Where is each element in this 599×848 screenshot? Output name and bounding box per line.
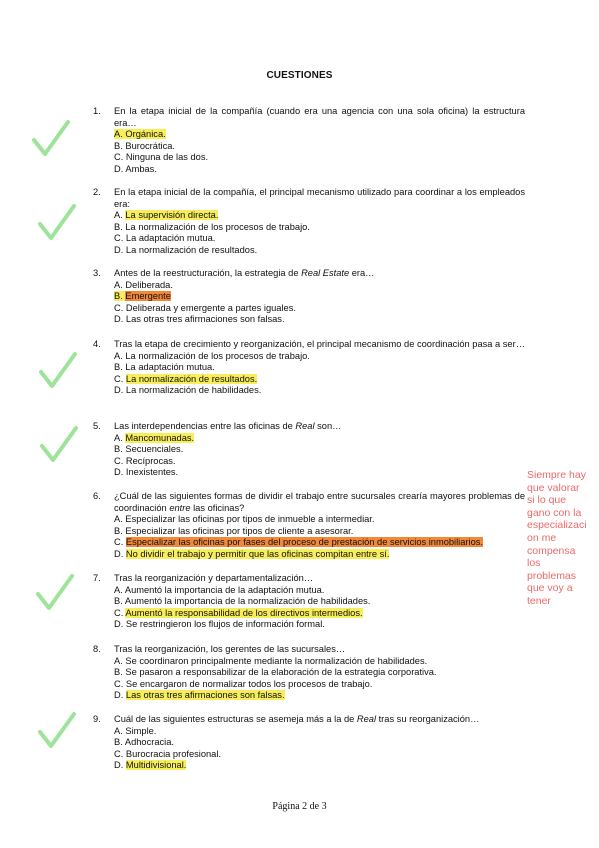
page-title: CUESTIONES [266,70,333,81]
option-d: D. Multidivisional. [114,760,187,771]
option-a: A. La normalización de los procesos de trabajo. [114,350,310,361]
option-a: A. Deliberada. [114,279,173,290]
question-8 [93,644,525,702]
option-b: B. Burocrática. [114,140,175,151]
checkmark-icon [36,710,78,752]
page-footer: Página 2 de 3 [272,801,327,812]
option-c: C. La normalización de resultados. [114,373,258,384]
question-stem: Antes de la reestructuración, la estrategia de Real Estate era… [114,268,375,278]
question-1 [93,106,525,176]
question-7 [93,573,525,631]
option-a: A. Se coordinaron principalmente mediante la normalización de habilidades. [114,655,428,666]
question-stem: ¿Cuál de las siguientes formas de dividir el trabajo entre sucursales crearía mayores problemas de coordinación entre las oficinas? [114,491,525,513]
option-b: B. La adaptación mutua. [114,362,215,373]
option-b: B. Adhocracia. [114,737,174,748]
option-b: B. Aumentó la importancia de la normalización de habilidades. [114,596,371,607]
option-b: B. Especializar las oficinas por tipos de cliente a asesorar. [114,525,354,536]
question-stem: Tras la reorganización y departamentalización… [114,573,314,583]
option-d: D. La normalización de habilidades. [114,385,262,396]
question-number: 1. [93,106,101,116]
question-number: 6. [93,491,101,501]
option-b: B. Secuenciales. [114,444,184,455]
option-b: B. Se pasaron a responsabilizar de la elaboración de la estrategia corporativa. [114,667,437,678]
question-6 [93,491,525,561]
option-a: A. Aumentó la importancia de la adaptación mutua. [114,584,325,595]
question-number: 4. [93,339,101,349]
question-stem: Cuál de las siguientes estructuras se asemeja más a la de Real tras su reorganización… [114,714,480,724]
question-3 [93,268,525,326]
option-b: B. Emergente [114,291,171,302]
question-number: 9. [93,714,101,724]
checkmark-icon [34,572,76,614]
question-stem: Tras la reorganización, los gerentes de las sucursales… [114,644,346,654]
question-number: 5. [93,421,101,431]
option-a: A. Especializar las oficinas por tipos de inmueble a intermediar. [114,514,375,525]
question-number: 3. [93,268,101,278]
question-5 [93,421,525,479]
option-c: C. Recíprocas. [114,455,176,466]
margin-note: Siempre hay que valorar si lo que gano con la especializaci on me compensa los problemas que voy a tener [527,469,587,607]
question-number: 2. [93,187,101,197]
checkmark-icon [30,118,72,160]
question-9 [93,714,525,772]
question-number: 8. [93,644,101,654]
checkmark-icon [38,424,80,466]
option-d: D. No dividir el trabajo y permitir que las oficinas compitan entre sí. [114,548,390,559]
option-c: C. Aumentó la responsabilidad de los directivos intermedios. [114,607,363,618]
option-d: D. Inexistentes. [114,467,179,478]
question-stem: Tras la etapa de crecimiento y reorganización, el principal mecanismo de coordinación pasa a ser… [114,339,525,349]
option-b: B. La normalización de los procesos de trabajo. [114,221,310,232]
option-a: A. Orgánica. [114,129,166,140]
option-d: D. Las otras tres afirmaciones son falsas. [114,314,285,325]
option-d: D. La normalización de resultados. [114,244,258,255]
question-stem: Las interdependencias entre las oficinas de Real son… [114,421,342,431]
question-stem: En la etapa inicial de la compañía (cuando era una agencia con una sola oficina) la estructura era… [114,106,525,128]
checkmark-icon [37,350,79,392]
option-d: D. Se restringieron los flujos de información formal. [114,619,325,630]
question-number: 7. [93,573,101,583]
option-c: C. Se encargaron de normalizar todos los procesos de trabajo. [114,678,373,689]
option-d: D. Ambas. [114,163,157,174]
option-c: C. Burocracia profesional. [114,748,221,759]
option-c: C. Ninguna de las dos. [114,152,209,163]
option-a: A. Simple. [114,725,157,736]
option-c: C. Especializar las oficinas por fases del proceso de prestación de servicios inmobiliarios. [114,537,483,548]
question-2 [93,187,525,257]
option-d: D. Las otras tres afirmaciones son falsas. [114,690,285,701]
option-c: C. La adaptación mutua. [114,233,216,244]
option-a: A. Mancomunadas. [114,432,195,443]
question-4 [93,339,525,397]
option-a: A. La supervisión directa. [114,210,219,221]
question-stem: En la etapa inicial de la compañía, el principal mecanismo utilizado para coordinar a los empleados era: [114,187,525,209]
option-c: C. Deliberada y emergente a partes iguales. [114,302,296,313]
checkmark-icon [36,202,78,244]
